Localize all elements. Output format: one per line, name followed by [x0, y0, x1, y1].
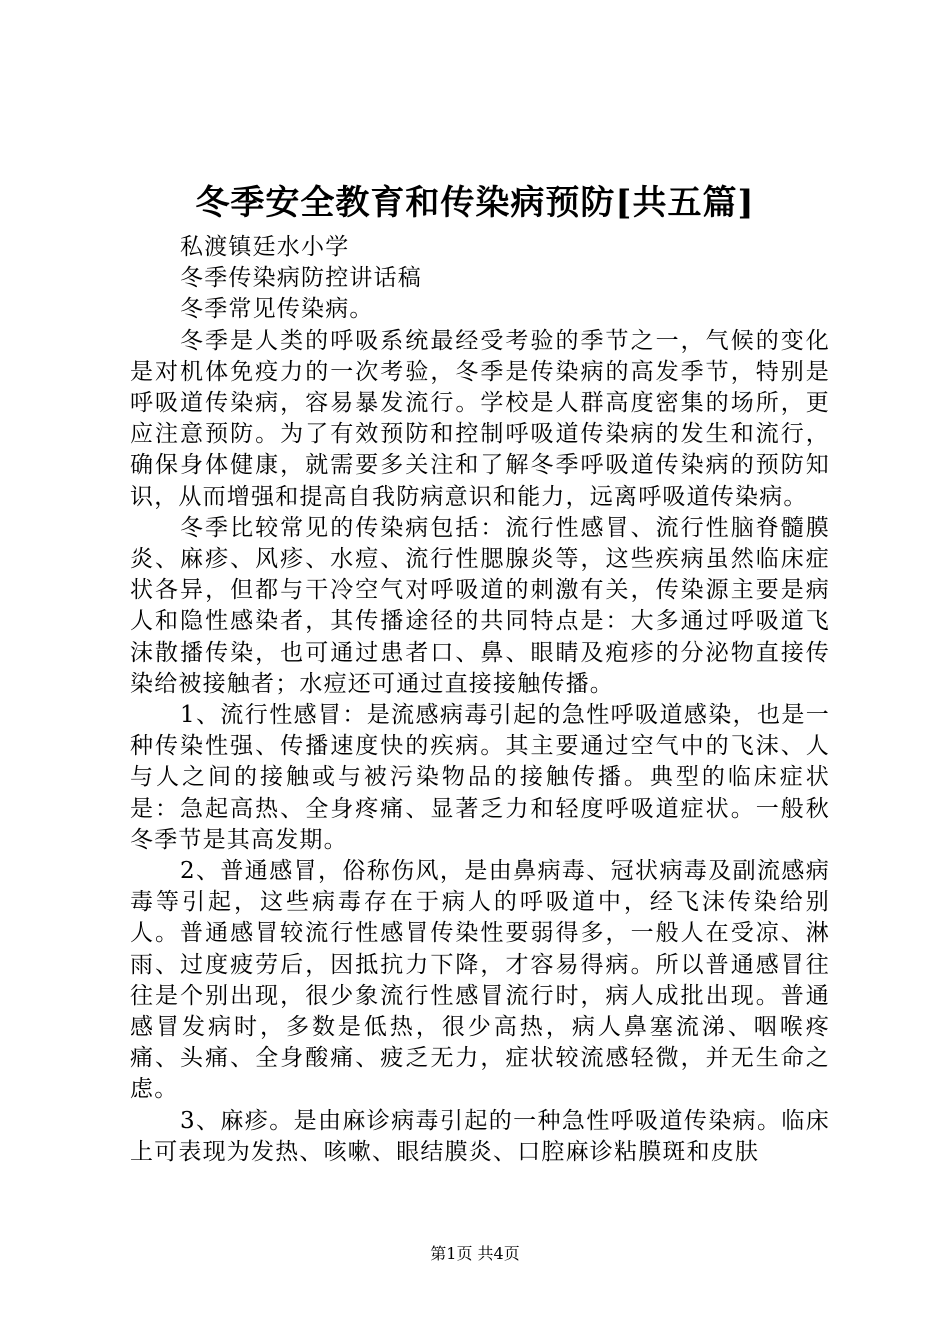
document-title: 冬季安全教育和传染病预防[共五篇]: [195, 183, 755, 223]
paragraph-measles: 3、麻疹。是由麻诊病毒引起的一种急性呼吸道传染病。临床上可表现为发热、咳嗽、眼结膜炎、口腔麻诊粘膜斑和皮肤: [130, 1107, 830, 1165]
paragraph-common-diseases: 冬季比较常见的传染病包括：流行性感冒、流行性脑脊髓膜炎、麻疹、风疹、水痘、流行性腮腺炎等，这些疾病虽然临床症状各异，但都与干冷空气对呼吸道的刺激有关，传染源主要是病人和隐性感染者，其传播途径的共同特点是：大多通过呼吸道飞沫散播传染，也可通过患者口、鼻、眼睛及疱疹的分泌物直接传染给被接触者；水痘还可通过直接接触传播。: [130, 514, 830, 697]
paragraph-influenza: 1、流行性感冒：是流感病毒引起的急性呼吸道感染，也是一种传染性强、传播速度快的疾病。其主要通过空气中的飞沫、人与人之间的接触或与被污染物品的接触传播。典型的临床症状是：急起高热、全身疼痛、显著乏力和轻度呼吸道症状。一般秋冬季节是其高发期。: [130, 702, 830, 853]
document-body: [130, 232, 830, 1168]
paragraph-intro: 冬季是人类的呼吸系统最经受考验的季节之一，气候的变化是对机体免疫力的一次考验，冬季是传染病的高发季节，特别是呼吸道传染病，容易暴发流行。学校是人群高度密集的场所，更应注意预防。为了有效预防和控制呼吸道传染病的发生和流行，确保身体健康，就需要多关注和了解冬季呼吸道传染病的预防知识，从而增强和提高自我防病意识和能力，远离呼吸道传染病。: [130, 327, 830, 510]
section-heading-line: 冬季常见传染病。: [180, 296, 374, 323]
speech-title-line: 冬季传染病防控讲话稿: [180, 265, 422, 292]
paragraph-common-cold: 2、普通感冒，俗称伤风，是由鼻病毒、冠状病毒及副流感病毒等引起，这些病毒存在于病人的呼吸道中，经飞沫传染给别人。普通感冒较流行性感冒传染性要弱得多，一般人在受凉、淋雨、过度疲劳后，因抵抗力下降，才容易得病。所以普通感冒往往是个别出现，很少象流行性感冒流行时，病人成批出现。普通感冒发病时，多数是低热，很少高热，病人鼻塞流涕、咽喉疼痛、头痛、全身酸痛、疲乏无力，症状较流感轻微，并无生命之虑。: [130, 858, 830, 1103]
school-name-line: 私渡镇廷水小学: [180, 234, 350, 260]
page-footer: 第1页 共4页: [430, 1244, 520, 1263]
